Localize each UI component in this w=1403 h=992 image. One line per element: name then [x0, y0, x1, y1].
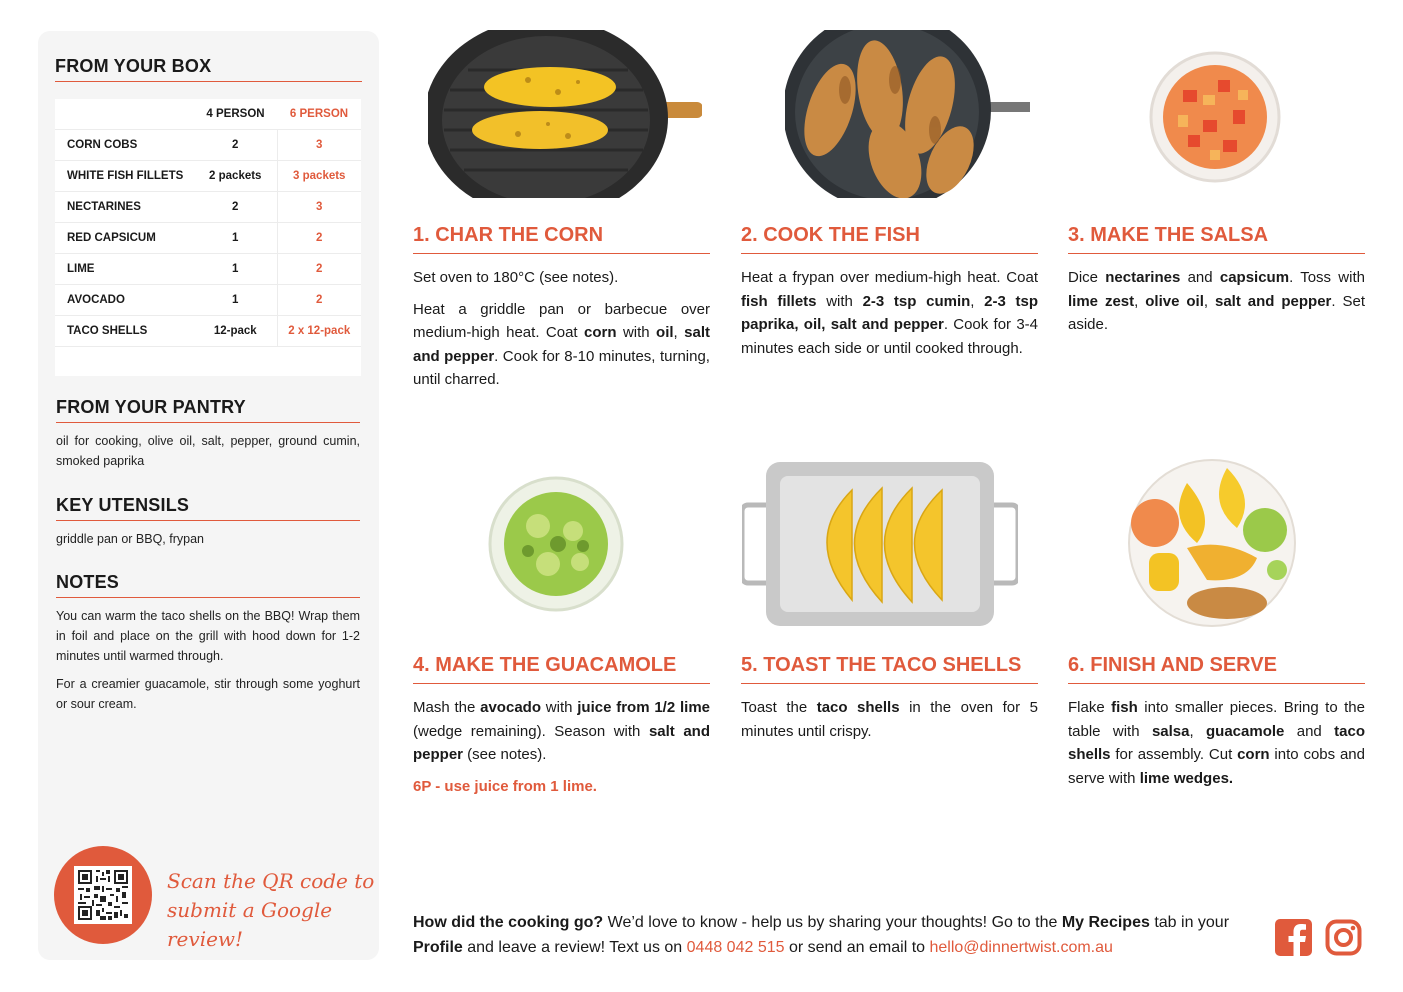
notes-text-1: You can warm the taco shells on the BBQ! Wrap them in foil and place on the grill with hood down for 1-2 minutes until warmed through.: [56, 609, 360, 663]
step-6-title: 6. FINISH AND SERVE: [1068, 654, 1365, 684]
step-2-body: Heat a frypan over medium-high heat. Coat fish fillets with 2-3 tsp cumin, 2-3 tsp paprika, oil, salt and pepper. Cook for 3-4 minutes each side or until cooked through.: [741, 269, 1039, 357]
step-4-title: 4. MAKE THE GUACAMOLE: [413, 654, 710, 684]
table-row: AVOCADO 1 2: [55, 284, 361, 315]
box-title: FROM YOUR BOX: [55, 56, 362, 82]
instagram-icon[interactable]: [1325, 919, 1362, 956]
email-link[interactable]: hello@dinnertwist.com.au: [929, 939, 1113, 956]
step-5-body: Toast the taco shells in the oven for 5 minutes until crispy.: [741, 699, 1038, 740]
step-2-title: 2. COOK THE FISH: [741, 224, 1038, 254]
step-3-body: Dice nectarines and capsicum. Toss with lime zest, olive oil, salt and pepper. Set aside.: [1068, 269, 1365, 333]
pantry-text: oil for cooking, olive oil, salt, pepper, ground cumin, smoked paprika: [56, 434, 360, 468]
qr-code[interactable]: [74, 866, 132, 924]
table-header-row: [55, 99, 361, 129]
col-6-person: 6 PERSON: [277, 99, 361, 129]
step-1-title: 1. CHAR THE CORN: [413, 224, 710, 254]
review-footer: How did the cooking go? We’d love to know - help us by sharing your thoughts! Go to the My Recipes tab in your Profile and leave a review! Text us on 0448 042 515 or send an email to hello@dinnertwist.com.au: [413, 914, 1230, 956]
notes-text-2: For a creamier guacamole, stir through some yoghurt or sour cream.: [56, 677, 360, 711]
utensils-title: KEY UTENSILS: [56, 495, 360, 521]
step-4-body: Mash the avocado with juice from 1/2 lime (wedge remaining). Season with salt and pepper (see notes). 6P - use juice from 1 lime.: [413, 696, 710, 806]
utensils-text: griddle pan or BBQ, frypan: [56, 532, 204, 546]
guacamole-photo: [488, 476, 624, 612]
step-5-title: 5. TOAST THE TACO SHELLS: [741, 654, 1038, 684]
step-3-title: 3. MAKE THE SALSA: [1068, 224, 1365, 254]
table-row: RED CAPSICUM 1 2: [55, 222, 361, 253]
col-4-person: 4 PERSON: [194, 99, 277, 129]
qr-caption: Scan the QR code to submit a Google review!: [167, 869, 375, 951]
taco-tray-photo: [742, 460, 1018, 628]
pantry-title: FROM YOUR PANTRY: [56, 397, 360, 423]
step-1-body: Set oven to 180°C (see notes). Heat a griddle pan or barbecue over medium-high heat. Coat corn with oil, salt and pepper. Cook for 8-10 minutes, turning, until charred.: [413, 269, 710, 388]
phone-link[interactable]: 0448 042 515: [686, 939, 785, 956]
step-6-body: Flake fish into smaller pieces. Bring to the table with salsa, guacamole and taco shells for assembly. Cut corn into cobs and serve with lime wedges.: [1068, 699, 1365, 787]
served-dish-photo: [1127, 458, 1297, 628]
ingredients-table: [55, 99, 361, 376]
corn-photo: [428, 30, 702, 198]
qr-badge: [54, 846, 152, 944]
fish-photo: [785, 30, 1030, 198]
table-row: LIME 1 2: [55, 253, 361, 284]
table-row: NECTARINES 2 3: [55, 191, 361, 222]
salsa-photo: [1148, 50, 1283, 185]
table-row: WHITE FISH FILLETS 2 packets 3 packets: [55, 160, 361, 191]
table-row: CORN COBS 2 3: [55, 129, 361, 160]
notes-title: NOTES: [56, 572, 360, 598]
sidebar: [38, 31, 379, 960]
facebook-icon[interactable]: [1275, 919, 1312, 956]
step-4-note: 6P - use juice from 1 lime.: [413, 777, 597, 795]
table-row: TACO SHELLS 12-pack 2 x 12-pack: [55, 315, 361, 346]
